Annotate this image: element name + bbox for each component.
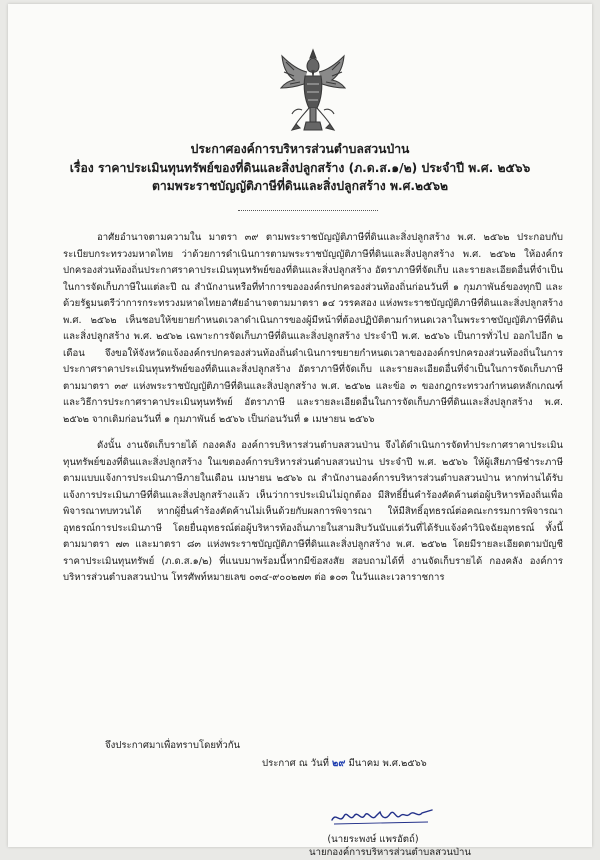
announcement-act-reference: ตามพระราชบัญญัติภาษีที่ดินและสิ่งปลูกสร้าง พ.ศ.๒๕๖๒ (151, 179, 449, 193)
date-prefix: ประกาศ ณ วันที่ (262, 758, 329, 769)
announcement-subject: เรื่อง ราคาประเมินทุนทรัพย์ของที่ดินและสิ่งปลูกสร้าง (ภ.ด.ส.๑/๒) ประจำปี พ.ศ. ๒๕๖๖ (69, 160, 531, 175)
document-page (8, 4, 592, 858)
announcement-date (262, 756, 427, 771)
closing-statement: จึงประกาศมาเพื่อทราบโดยทั่วกัน (105, 740, 241, 751)
announcement-title: ประกาศองค์การบริหารส่วนตำบลสวนป่าน (190, 142, 410, 156)
signer-title: นายกองค์การบริหารส่วนตำบลสวนป่าน (309, 847, 471, 858)
announcement-header (8, 140, 592, 196)
announcement-body (63, 230, 563, 597)
signer-name: (นายระพงษ์ แพรอัตถ์) (327, 834, 419, 845)
body-paragraph-2: ดังนั้น งานจัดเก็บรายได้ กองคลัง องค์การบริหารส่วนตำบลสวนป่าน จึงได้ดำเนินการจัดทำประกาศราคาประเมินทุนทรัพย์ของที่ดินและสิ่งปลูกสร้าง ในเขตองค์การบริหารส่วนตำบลสวนป่าน ประจำปี พ.ศ. ๒๕๖๖ ให้ผู้เสียภาษีชำระภาษีตามแบบแจ้งการประเมินภาษีภายในเดือน เมษายน ๒๕๖๖ ณ สำนักงานองค์การบริหารส่วนตำบลสวนป่าน หากท่านได้รับแจ้งการประเมินภาษีที่ดินและสิ่งปลูกสร้างแล้ว เห็นว่าการประเมินไม่ถูกต้อง มีสิทธิ์ยื่นคำร้องคัดค้านต่อผู้บริหารท้องถิ่นเพื่อพิจารณาทบทวนได้ หากผู้ยื่นคำร้องคัดค้านไม่เห็นด้วยกับผลการพิจารณา ให้มีสิทธิ์อุทธรณ์ต่อคณะกรรมการพิจารณาอุทธรณ์การประเมินภาษี โดยยื่นอุทธรณ์ต่อผู้บริหารท้องถิ่นภายในสามสิบวันนับแต่วันที่ได้รับแจ้งคำวินิจฉัยอุทธรณ์ ทั้งนี้ ตามมาตรา ๗๓ และมาตรา ๘๓ แห่งพระราชบัญญัติภาษีที่ดินและสิ่งปลูกสร้าง พ.ศ. ๒๕๖๒ โดยมีรายละเอียดตามบัญชีราคาประเมินทุนทรัพย์ (ภ.ด.ส.๑/๒) ที่แนบมาพร้อมนี้หากมีข้อสงสัย สอบถามได้ที่ งานจัดเก็บรายได้ กองคลัง องค์การบริหารส่วนตำบลสวนป่าน โทรศัพท์หมายเลข ๐๓๔-๙๐๐๒๗๓ ต่อ ๑๐๓ ในวันและเวลาราชการ (63, 440, 563, 583)
date-day-handwritten: ๒๙ (332, 758, 346, 769)
body-paragraph-1: อาศัยอำนาจตามความใน มาตรา ๓๙ ตามพระราชบัญญัติภาษีที่ดินและสิ่งปลูกสร้าง พ.ศ. ๒๕๖๒ ประกอบกับระเบียบกระทรวงมหาดไทย ว่าด้วยการดำเนินการตามพระราชบัญญัติภาษีที่ดินและสิ่งปลูกสร้าง พ.ศ. ๒๕๖๒ ให้องค์กรปกครองส่วนท้องถิ่นประกาศราคาประเมินทุนทรัพย์ของที่ดินและสิ่งปลูกสร้าง อัตราภาษีที่จัดเก็บ และรายละเอียดอื่นที่จำเป็นในการจัดเก็บภาษีในแต่ละปี ณ สำนักงานหรือที่ทำการขององค์กรปกครองส่วนท้องถิ่นก่อนวันที่ ๑ กุมภาพันธ์ของทุกปี และด้วยรัฐมนตรีว่าการกระทรวงมหาดไทยอาศัยอำนาจตามมาตรา ๑๔ วรรคสอง แห่งพระราชบัญญัติภาษีที่ดินและสิ่งปลูกสร้าง พ.ศ. ๒๕๖๒ เห็นชอบให้ขยายกำหนดเวลาดำเนินการของผู้มีหน้าที่ต้องปฏิบัติตามกำหนดเวลาในพระราชบัญญัติภาษีที่ดินและสิ่งปลูกสร้าง พ.ศ. ๒๕๖๒ เฉพาะการจัดเก็บภาษีที่ดินและสิ่งปลูกสร้าง ประจำปี พ.ศ. ๒๕๖๖ เป็นการทั่วไป ออกไปอีก ๒ เดือน จึงขอให้จังหวัดแจ้งองค์กรปกครองส่วนท้องถิ่นดำเนินการขยายกำหนดเวลาขององค์กรปกครองส่วนท้องถิ่นในการประกาศราคาประเมินทุนทรัพย์ของที่ดินและสิ่งปลูกสร้าง อัตราภาษีที่จัดเก็บ และรายละเอียดอื่นที่จำเป็นในการจัดเก็บภาษี ตามมาตรา ๓๙ แห่งพระราชบัญญัติภาษีที่ดินและสิ่งปลูกสร้าง พ.ศ. ๒๕๖๒ และข้อ ๓ ของกฎกระทรวงกำหนดหลักเกณฑ์และวิธีการประกาศราคาประเมินทุนทรัพย์ อัตราภาษี และรายละเอียดอื่นในการจัดเก็บภาษีที่ดินและสิ่งปลูกสร้าง พ.ศ. ๒๕๖๒ จากเดิมก่อนวันที่ ๑ กุมภาพันธ์ ๒๕๖๖ เป็นก่อนวันที่ ๑ เมษายน ๒๕๖๖ (63, 232, 563, 425)
garuda-emblem-icon (276, 48, 350, 134)
signature-icon (328, 804, 438, 828)
header-divider (238, 210, 378, 211)
date-month-year: มีนาคม พ.ศ.๒๕๖๖ (348, 758, 427, 769)
